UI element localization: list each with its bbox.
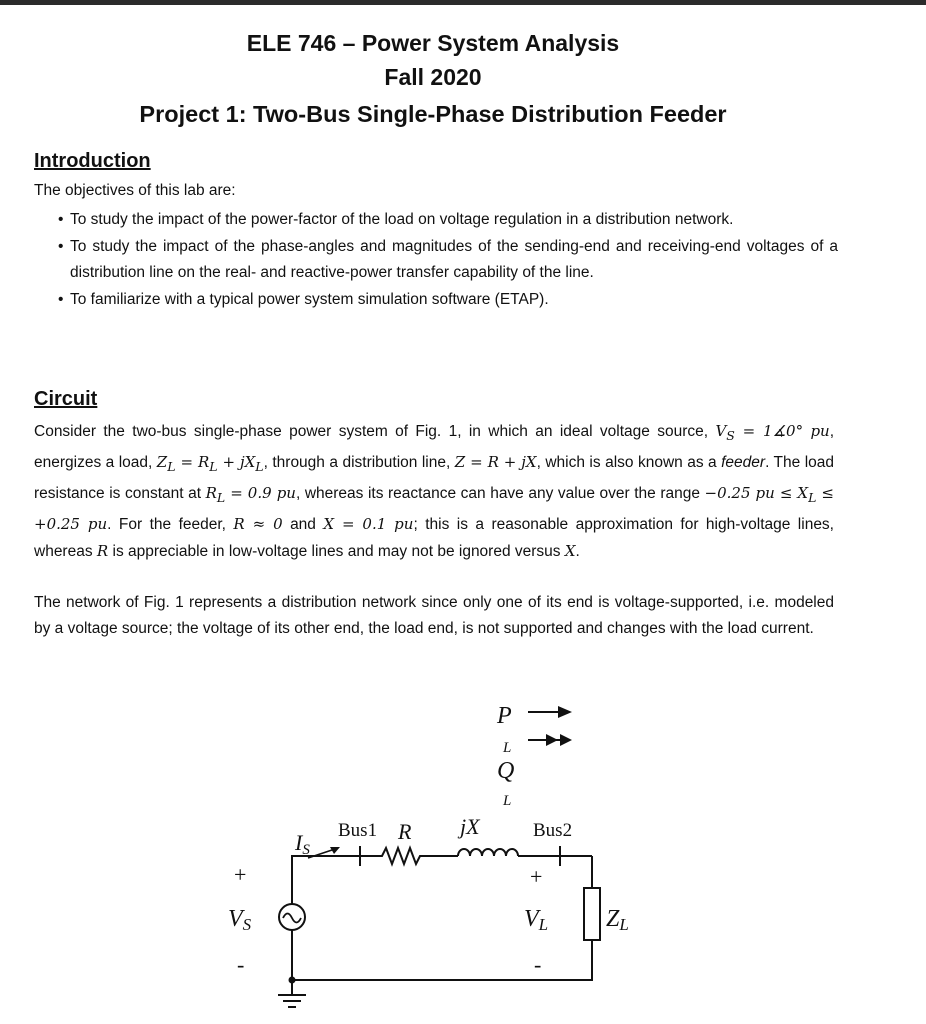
q-label: Q [497, 758, 515, 784]
vl-minus-label: - [534, 952, 542, 977]
q-arrow-icon [528, 734, 572, 746]
bus2-label: Bus2 [533, 820, 573, 841]
objectives-list [58, 207, 838, 313]
jx-label: jX [460, 814, 480, 839]
circuit-diagram [210, 690, 680, 1020]
zl-label: ZL [606, 906, 629, 934]
circuit-paragraph-1: Consider the two-bus single-phase power system of Fig. 1, in which an ideal voltage source, $V_S$ = 1∡0° pu, energizes a load, $Z_L = R_L + jX_L$, through a distribution line, Z = R + jX, which is also known as a feeder. The load resistance is constant at $R_L = 0.9$ pu, whereas its reactance can have any value over the range −0.25 pu ≤ $X_L \le +0.25$ pu. For the feeder, R ≈ 0 and X = 0.1 pu; this is a reasonable approximation for high-voltage lines, whereas R is appreciable in low-voltage lines and may not be ignored versus X. [34, 422, 835, 560]
is-label: IS [295, 830, 310, 858]
circuit-heading: Circuit [34, 388, 98, 410]
vl-label: VL [524, 906, 549, 934]
introduction-lead: The objectives of this lab are: [34, 182, 236, 199]
objective-item: • To study the impact of the phase-angles and magnitudes of the sending-end and receiving-end voltages of a distribution line on the real- and reactive-power transfer capability of the line. [58, 234, 838, 287]
vl-plus-label: + [530, 864, 543, 889]
term-title: Fall 2020 [384, 64, 482, 90]
p-label: P [497, 703, 512, 729]
circuit-paragraph-2: The network of Fig. 1 represents a distribution network since only one of its end is voltage-supported, i.e. modeled by a voltage source; the voltage of its other end, the load end, is not supported and changes with the load current. [34, 594, 834, 637]
top-bar [0, 0, 926, 5]
objective-item: • To familiarize with a typical power system simulation software (ETAP). [58, 287, 838, 314]
r-label: R [398, 819, 412, 844]
vs-label: VS [228, 906, 252, 934]
ac-source-icon [279, 904, 305, 930]
circuit-wires [278, 846, 600, 1007]
introduction-heading: Introduction [34, 150, 151, 172]
bus1-label: Bus1 [338, 820, 378, 841]
objective-item: • To study the impact of the power-factor of the load on voltage regulation in a distribution network. [58, 207, 838, 234]
vs-plus-label: + [234, 862, 247, 887]
vs-minus-label: - [237, 952, 245, 977]
p-arrow-icon [528, 706, 572, 718]
course-title: ELE 746 – Power System Analysis [246, 30, 620, 56]
project-title: Project 1: Two-Bus Single-Phase Distribution Feeder [139, 101, 727, 127]
p-sub-label: L [503, 740, 512, 756]
ground-node [289, 977, 296, 984]
q-sub-label: L [503, 793, 512, 809]
